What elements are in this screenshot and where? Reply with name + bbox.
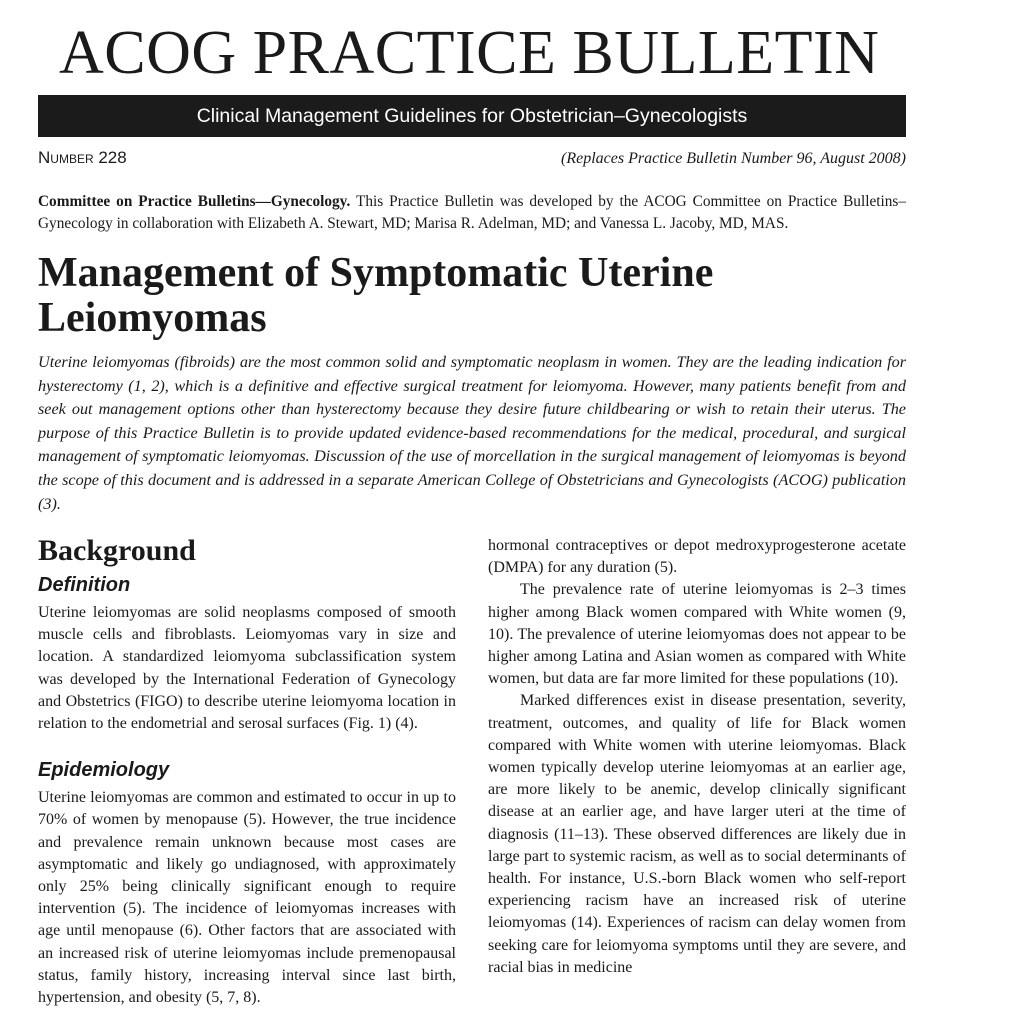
body-paragraph: Marked differences exist in disease presentation, severity, treatment, outcomes, and quality of life for Black women compared with White women with uterine leiomyomas. Black women typically develop uterine leiomyomas at an earlier age, are more likely to be anemic, develop clinically significant disease at an earlier age, and have larger uteri at the time of diagnosis (11–13). These observed differences are likely due in large part to systemic racism, as well as to social determinants of health. For instance, U.S.-born Black women who self-report experiencing racism have an increased risk of uterine leiomyomas (14). Experiences of racism can delay women from seeking care for leiomyoma symptoms until they are severe, and racial bias in medicine bbox=[488, 692, 906, 976]
definition-paragraph: Uterine leiomyomas are solid neoplasms composed of smooth muscle cells and fibroblasts. Leiomyomas vary in size and location. A standardized leiomyoma subclassification system was developed by the International Federation of Gynecology and Obstetrics (FIGO) to describe uterine leiomyoma location in relation to the endometrial and serosal surfaces (Fig. 1) (4). bbox=[38, 604, 456, 733]
subheading-epidemiology: Epidemiology bbox=[38, 759, 170, 782]
subheading-definition: Definition bbox=[38, 574, 131, 596]
section-heading-background: Background bbox=[38, 534, 196, 567]
committee-lead: Committee on Practice Bulletins—Gynecology. bbox=[38, 193, 351, 210]
bulletin-number-line bbox=[38, 148, 906, 172]
abstract: Uterine leiomyomas (fibroids) are the most common solid and symptomatic neoplasm in women. They are the leading indication for hysterectomy (1, 2), which is a definitive and effective surgical treatment for leiomyoma. However, many patients benefit from and seek out management options other than hysterectomy because they desire future childbearing or wish to retain their uterus. The purpose of this Practice Bulletin is to provide updated evidence-based recommendations for the medical, procedural, and surgical management of symptomatic leiomyomas. Discussion of the use of morcellation in the surgical management of leiomyomas is beyond the scope of this document and is addressed in a separate American College of Obstetricians and Gynecologists (ACOG) publication (3). bbox=[38, 353, 906, 513]
replaces-note: (Replaces Practice Bulletin Number 96, August 2008) bbox=[561, 150, 906, 167]
subtitle-banner bbox=[38, 95, 906, 137]
bulletin-number: Number 228 bbox=[38, 148, 127, 167]
banner-text: Clinical Management Guidelines for Obstetrician–Gynecologists bbox=[196, 104, 748, 127]
right-column bbox=[488, 535, 906, 979]
body-paragraph: The prevalence rate of uterine leiomyomas is 2–3 times higher among Black women compared with White women (9, 10). The prevalence of uterine leiomyomas does not appear to be higher among Latina and Asian women as compared with White women, but data are far more limited for these populations (10). bbox=[488, 581, 906, 688]
committee-text: This Practice Bulletin was developed by the ACOG Committee on Practice Bulletins–Gynecology in collaboration with Elizabeth A. Stewart, MD; Marisa R. Adelman, MD; and Vanessa L. Jacoby, MD, MAS. bbox=[38, 193, 906, 232]
committee-statement bbox=[38, 191, 906, 234]
body-paragraph: hormonal contraceptives or depot medroxyprogesterone acetate (DMPA) for any duration (5). bbox=[488, 537, 906, 577]
article-title: Management of Symptomatic Uterine Leiomyomas bbox=[38, 250, 714, 341]
left-column bbox=[38, 532, 456, 1009]
masthead-title: ACOG PRACTICE BULLETIN bbox=[59, 19, 880, 87]
epidemiology-paragraph: Uterine leiomyomas are common and estimated to occur in up to 70% of women by menopause (5). However, the true incidence and prevalence remain unknown because most cases are asymptomatic and likely go undiagnosed, with approximately only 25% being clinically significant enough to require intervention (5). The incidence of leiomyomas increases with age until menopause (6). Other factors that are associated with an increased risk of uterine leiomyomas include premenopausal status, family history, increasing interval since last birth, hypertension, and obesity (5, 7, 8). bbox=[38, 789, 456, 1007]
